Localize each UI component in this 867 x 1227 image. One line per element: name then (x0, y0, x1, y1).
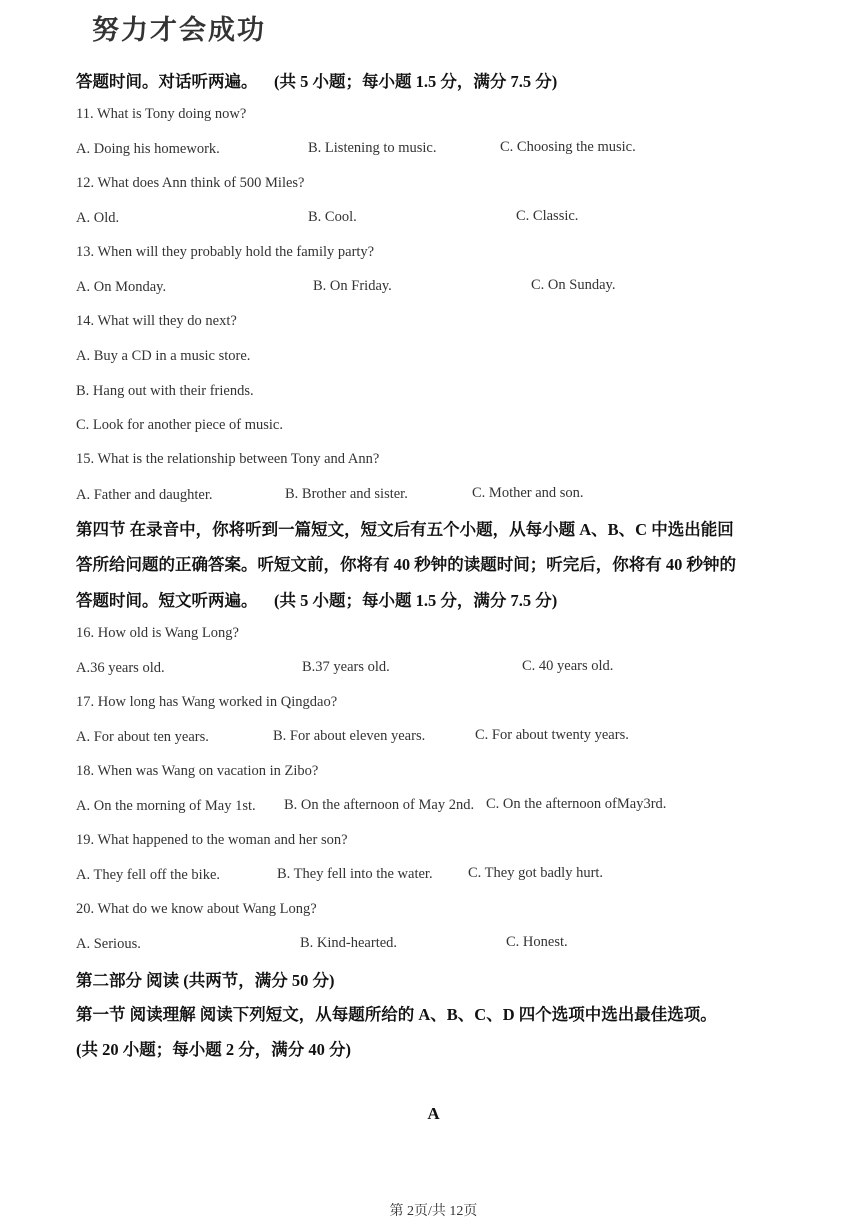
part2-title: 第二部分 阅读 (共两节，满分 50 分) (76, 971, 335, 990)
option-b: B. On the afternoon of May 2nd. (284, 797, 475, 813)
option-b: B. For about eleven years. (273, 728, 426, 744)
option-c: C. 40 years old. (522, 658, 614, 674)
passage-label: A (427, 1104, 440, 1123)
option-a: A. Father and daughter. (76, 487, 213, 503)
option-b: B.37 years old. (302, 659, 390, 675)
option-a: A. Serious. (76, 936, 141, 952)
option-b: B. Cool. (308, 209, 357, 225)
question-stem: 18. When was Wang on vacation in Zibo? (76, 763, 319, 779)
option-b: B. Listening to music. (308, 140, 437, 156)
section4-score-note: (共 5 小题；每小题 1.5 分，满分 7.5 分) (274, 591, 558, 610)
option-c: C. On Sunday. (531, 277, 616, 293)
question-stem: 13. When will they probably hold the family party? (76, 244, 375, 260)
option-c: C. For about twenty years. (475, 727, 629, 743)
part2-section1-line2: (共 20 小题；每小题 2 分，满分 40 分) (76, 1040, 351, 1059)
section4-instruction-line2: 答所给问题的正确答案。听短文前，你将有 40 秒钟的读题时间；听完后，你将有 40 秒钟的 (76, 555, 736, 574)
question-stem: 12. What does Ann think of 500 Miles? (76, 175, 305, 191)
question-stem: 11. What is Tony doing now? (76, 106, 247, 122)
option-b: B. Brother and sister. (285, 486, 408, 502)
question-stem: 15. What is the relationship between Tony and Ann? (76, 451, 380, 467)
question-stem: 17. How long has Wang worked in Qingdao? (76, 694, 338, 710)
part2-section1-line1: 第一节 阅读理解 阅读下列短文，从每题所给的 A、B、C、D 四个选项中选出最佳选项。 (76, 1005, 717, 1024)
question-stem: 20. What do we know about Wang Long? (76, 901, 317, 917)
question-stem: 16. How old is Wang Long? (76, 625, 239, 641)
option-a: A. Doing his homework. (76, 141, 220, 157)
section4-instruction-text: 答题时间。短文听两遍。 (76, 591, 258, 610)
option-a: A. Old. (76, 210, 120, 226)
option-b: B. On Friday. (313, 278, 392, 294)
option-a: A. For about ten years. (76, 729, 209, 745)
option-a: A. On the morning of May 1st. (76, 798, 256, 814)
option-c: C. Honest. (506, 934, 568, 950)
option-c: C. Choosing the music. (500, 139, 636, 155)
option-b: B. Kind-hearted. (300, 935, 398, 951)
intro-score-note: (共 5 小题；每小题 1.5 分，满分 7.5 分) (274, 72, 558, 91)
intro-line (76, 68, 557, 92)
option-a: A. On Monday. (76, 279, 167, 295)
intro-text: 答题时间。对话听两遍。 (76, 72, 258, 91)
option-c: C. Classic. (516, 208, 579, 224)
option-a: A. Buy a CD in a music store. (76, 348, 251, 364)
question-stem: 19. What happened to the woman and her son? (76, 832, 348, 848)
option-c: C. Mother and son. (472, 485, 584, 501)
section4-instruction-line3 (76, 587, 557, 611)
option-c: C. Look for another piece of music. (76, 417, 283, 433)
watermark-title: 努力才会成功 (92, 15, 266, 46)
option-a: A. They fell off the bike. (76, 867, 221, 883)
option-b: B. Hang out with their friends. (76, 383, 254, 399)
page-number: 第 2页/共 12页 (389, 1204, 478, 1219)
question-stem: 14. What will they do next? (76, 313, 237, 329)
option-c: C. They got badly hurt. (468, 865, 604, 881)
section4-instruction-line1: 第四节 在录音中，你将听到一篇短文，短文后有五个小题，从每小题 A、B、C 中选出能回 (76, 520, 734, 539)
option-a: A.36 years old. (76, 660, 165, 676)
option-c: C. On the afternoon ofMay3rd. (486, 796, 667, 812)
option-b: B. They fell into the water. (277, 866, 433, 882)
